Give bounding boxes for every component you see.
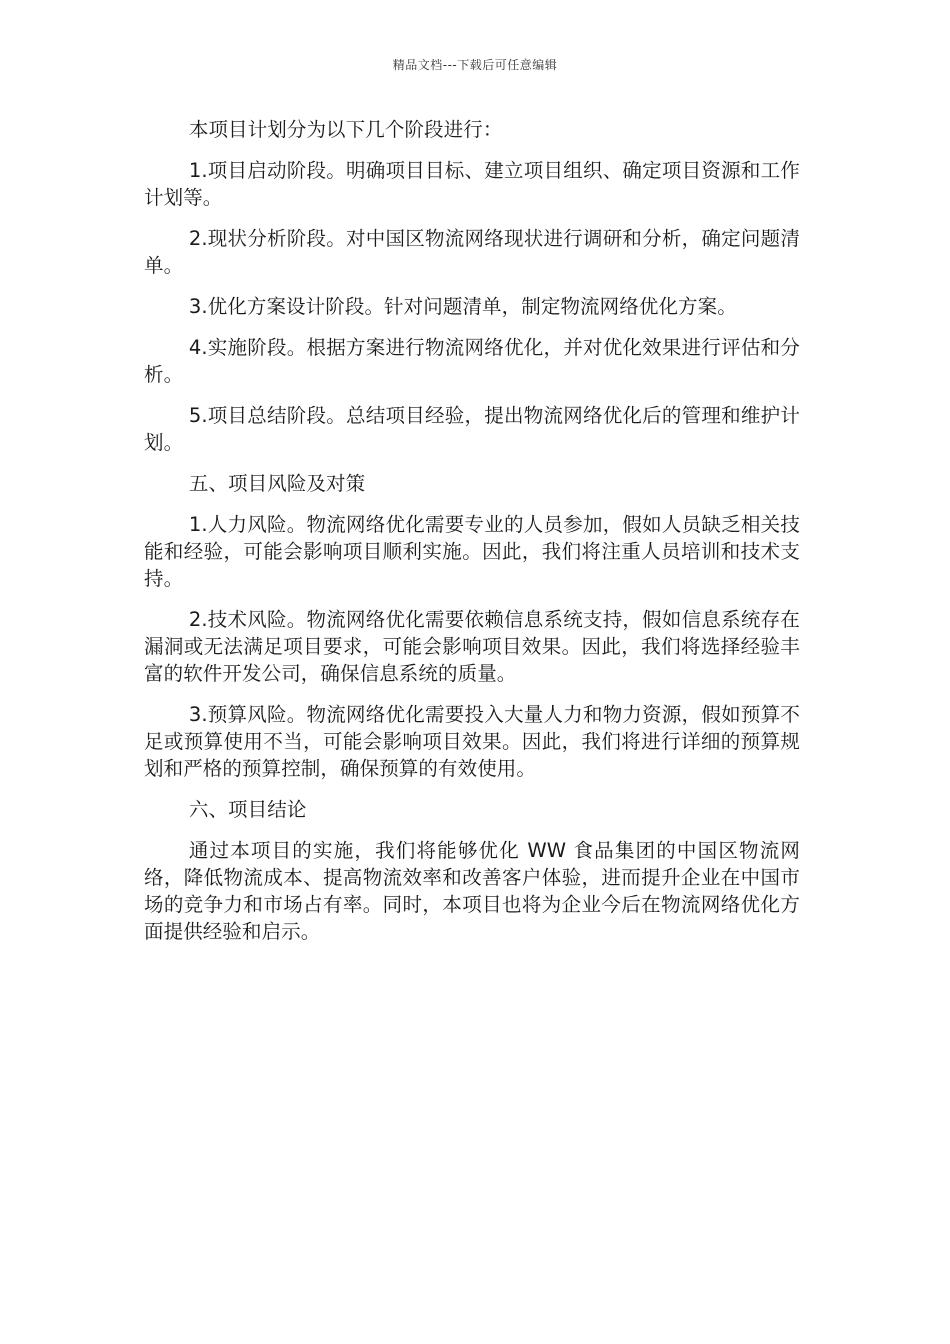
phase-4-paragraph: 4.实施阶段。根据方案进行物流网络优化，并对优化效果进行评估和分析。 [144,336,800,386]
phase-5-paragraph: 5.项目总结阶段。总结项目经验，提出物流网络优化后的管理和维护计划。 [144,404,800,454]
phase-2-paragraph: 2.现状分析阶段。对中国区物流网络现状进行调研和分析，确定问题清单。 [144,227,800,277]
document-body [144,116,800,959]
intro-paragraph: 本项目计划分为以下几个阶段进行： [188,118,503,141]
page-header: 精品文档---下载后可任意编辑 [392,58,558,72]
risk-3-paragraph: 3.预算风险。物流网络优化需要投入大量人力和物力资源，假如预算不足或预算使用不当，可能会影响项目效果。因此，我们将进行详细的预算规划和严格的预算控制，确保预算的有效使用。 [144,703,800,780]
risk-1-paragraph: 1.人力风险。物流网络优化需要专业的人员参加，假如人员缺乏相关技能和经验，可能会影响项目顺利实施。因此，我们将注重人员培训和技术支持。 [144,513,800,590]
phase-1-paragraph: 1.项目启动阶段。明确项目目标、建立项目组织、确定项目资源和工作计划等。 [144,159,800,209]
section-heading-conclusion: 六、项目结论 [188,798,307,821]
conclusion-paragraph: 通过本项目的实施，我们将能够优化 WW 食品集团的中国区物流网络，降低物流成本、提高物流效率和改善客户体验，进而提升企业在中国市场的竞争力和市场占有率。同时，本项目也将为企业今后在物流网络优化方面提供经验和启示。 [144,839,800,943]
risk-2-paragraph: 2.技术风险。物流网络优化需要依赖信息系统支持，假如信息系统存在漏洞或无法满足项目要求，可能会影响项目效果。因此，我们将选择经验丰富的软件开发公司，确保信息系统的质量。 [144,608,800,685]
phase-3-paragraph: 3.优化方案设计阶段。针对问题清单，制定物流网络优化方案。 [188,295,737,318]
section-heading-risks: 五、项目风险及对策 [188,472,366,495]
